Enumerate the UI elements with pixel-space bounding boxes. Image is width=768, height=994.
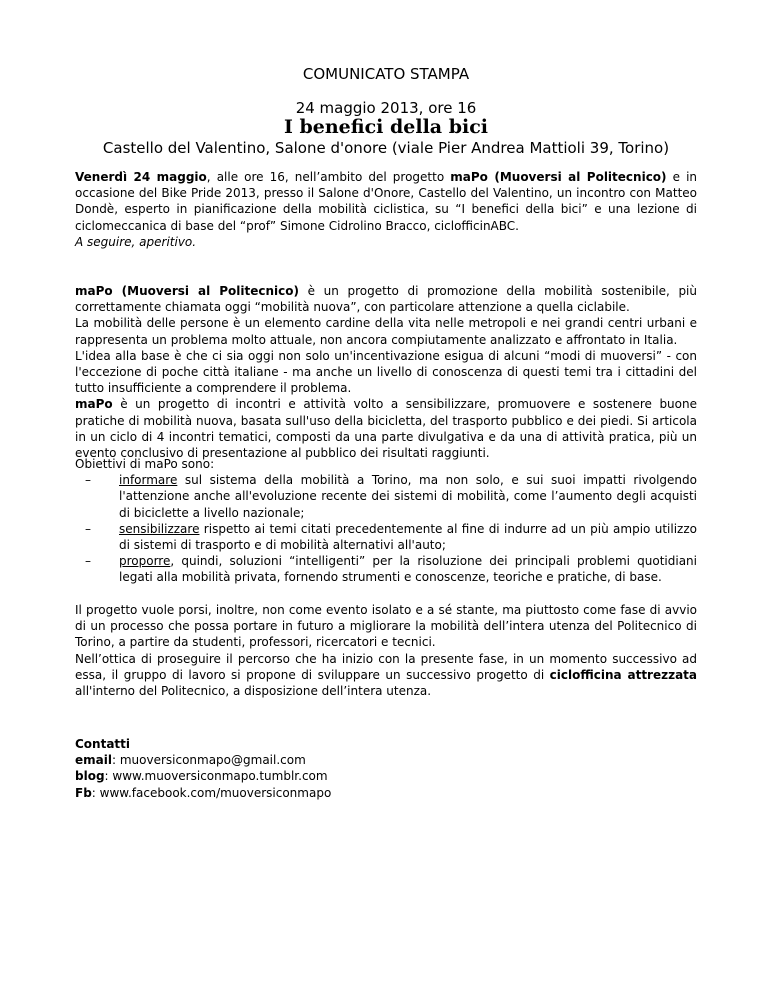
press-release-label: COMUNICATO STAMPA [302, 65, 470, 83]
event-venue: Castello del Valentino, Salone d'onore (viale Pier Andrea Mattioli 39, Torino) [102, 139, 670, 157]
objectives-list [75, 472, 697, 585]
about-paragraph-1: maPo (Muoversi al Politecnico) è un progetto di promozione della mobilità sostenibile, più correttamente chiamata oggi “mobilità nuova”, con particolare attenzione a quella ciclabile. [75, 284, 697, 315]
intro-project: maPo (Muoversi al Politecnico) [450, 170, 667, 184]
about-paragraph-3: L'idea alla base è che ci sia oggi non solo un'incentivazione esigua di alcuni “modi di muoversi” - con l'eccezione di poche città italiane - ma anche un livello di conoscenza di questi temi tra i cittadini del tutto insufficiente a comprendere il problema. [75, 348, 697, 396]
objectives-section [75, 456, 697, 586]
contact-email: email: muoversiconmapo@gmail.com [75, 753, 306, 768]
objective-keyword: informare [119, 473, 178, 488]
dash-bullet: – [85, 521, 91, 536]
about-paragraph-4: maPo è un progetto di incontri e attività volto a sensibilizzare, promuovere e sostenere buone pratiche di mobilità nuova, basata sull'uso della bicicletta, del trasporto pubblico e dei piedi. Si articola in un ciclo di 4 incontri tematici, composti da una parte divulgativa e da una di attività pratica, più un evento conclusivo di presentazione al pubblico dei risultati raggiunti. [75, 397, 697, 461]
intro-date: Venerdì 24 maggio [75, 170, 207, 184]
project-scope-paragraph: Il progetto vuole porsi, inoltre, non come evento isolato e a sé stante, ma piuttosto come fase di avvio di un processo che possa portare in futuro a migliorare la mobilità dell’intera utenza del Politecnico di Torino, a partire da studenti, professori, ricercatori e tecnici. [75, 603, 697, 650]
dash-bullet: – [85, 473, 91, 488]
contacts-block [75, 736, 331, 801]
future-paragraph: Nell’ottica di proseguire il percorso che ha inizio con la presente fase, in un momento successivo ad essa, il gruppo di lavoro si propone di sviluppare un successivo progetto di ciclofficina attrezzata all'interno del Politecnico, a disposizione dell’intera utenza. [75, 652, 698, 699]
list-item: – informare sul sistema della mobilità a Torino, ma non solo, e sui suoi impatti rivolgendo l'attenzione anche all'evoluzione recente dei sistemi di mobilità, come l’aumento degli acquisti di biciclette a livello nazionale; [85, 473, 697, 520]
dash-bullet: – [85, 554, 91, 569]
email-link[interactable]: : muoversiconmapo@gmail.com [111, 753, 306, 768]
contact-facebook: Fb: www.facebook.com/muoversiconmapo [75, 785, 332, 800]
facebook-link[interactable]: : www.facebook.com/muoversiconmapo [91, 785, 332, 800]
objectives-heading: Obiettivi di maPo sono: [75, 457, 215, 471]
objective-keyword: sensibilizzare [119, 521, 200, 536]
event-date: 24 maggio 2013, ore 16 [295, 99, 477, 117]
contacts-heading: Contatti [75, 737, 131, 751]
list-item: – proporre, quindi, soluzioni “intelligenti” per la risoluzione dei principali problemi quotidiani legati alla mobilità privata, fornendo strumenti e conoscenze, teoriche e pratiche, di base. [85, 554, 697, 585]
intro-text-2: e in occasione del Bike Pride 2013, presso il Salone d'Onore, Castello del Valentino, un incontro con Matteo Dondè, esperto in pianificazione della mobilità ciclistica, su “I benefici della bici” e una lezione di ciclomeccanica di base del “prof” Simone Cidrolino Bracco, ciclofficinABC. [75, 170, 698, 233]
contact-blog: blog: www.muoversiconmapo.tumblr.com [75, 769, 328, 784]
event-title: I benefici della bici [283, 116, 489, 138]
blog-link[interactable]: : www.muoversiconmapo.tumblr.com [104, 769, 328, 784]
intro-paragraph [75, 169, 697, 234]
aperitivo-note: A seguire, aperitivo. [75, 235, 197, 249]
intro-text-1: , alle ore 16, nell’ambito del progetto [206, 170, 451, 184]
list-item: – sensibilizzare rispetto ai temi citati precedentemente al fine di indurre ad un più ampio utilizzo di sistemi di trasporto e di mobilità alternativi all'auto; [85, 521, 697, 553]
objective-keyword: proporre [119, 554, 171, 569]
future-highlight: ciclofficina attrezzata [549, 668, 698, 683]
about-section [75, 283, 697, 461]
about-paragraph-2: La mobilità delle persone è un elemento cardine della vita nelle metropoli e nei grandi centri urbani e rappresenta un problema molto attuale, non ancora compiutamente analizzato e affrontato in Italia. [75, 316, 697, 347]
